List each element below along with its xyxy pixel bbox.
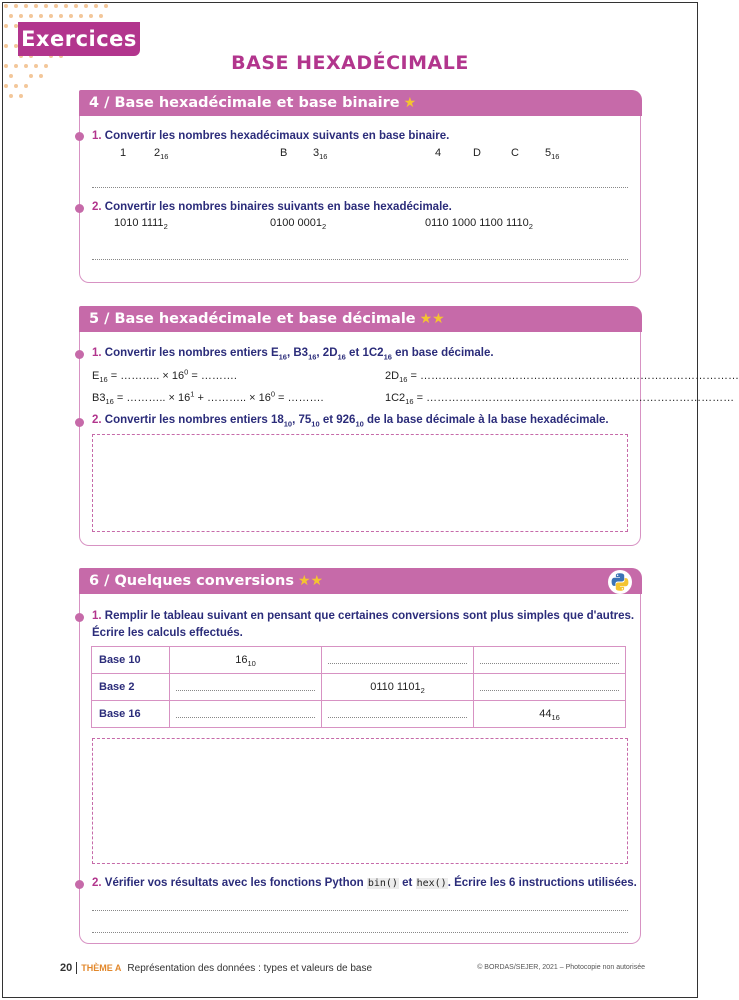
exercise-4-card — [79, 90, 641, 283]
hex-value: B — [280, 147, 288, 159]
bullet-icon — [75, 880, 84, 889]
exercise-6-header — [79, 568, 642, 594]
row-label: Base 10 — [92, 647, 170, 674]
ex6-question-2: 2. Vérifier vos résultats avec les fonctions Python bin() et hex(). Écrire les 6 instructions utilisées. — [92, 877, 637, 889]
python-logo-icon — [608, 570, 632, 594]
table-cell-blank[interactable] — [474, 674, 626, 701]
footer — [60, 962, 372, 974]
binary-value: 0100 $0001_2$ — [270, 217, 327, 232]
answer-line[interactable] — [92, 259, 628, 260]
bullet-icon — [75, 613, 84, 622]
ex5-question-1: 1. Convertir les nombres entiers $E_{16}$, $B3_{16}$, $2D_{16}$ et $1C2_{16}$ en base décimale. — [92, 347, 494, 362]
footer-subtitle: Représentation des données : types et valeurs de base — [127, 963, 373, 974]
table-cell: $16_{10}$ — [170, 647, 322, 674]
conversion-table — [91, 646, 626, 728]
table-cell-blank[interactable] — [474, 647, 626, 674]
2d16-conversion[interactable]: $2D_{16}$ = …………………………………………………………………………… — [385, 370, 739, 385]
bullet-icon — [75, 418, 84, 427]
answer-line[interactable] — [92, 932, 628, 933]
page-title: BASE HEXADÉCIMALE — [231, 52, 469, 74]
bullet-icon — [75, 350, 84, 359]
table-cell-blank[interactable] — [322, 701, 474, 728]
table-cell-blank[interactable] — [322, 647, 474, 674]
1c216-conversion[interactable]: $1C2_{16}$ = ………………………………………………………………………… — [385, 392, 735, 407]
hex-value: D — [473, 147, 481, 159]
exercise-6-card — [79, 568, 641, 944]
answer-box[interactable] — [92, 738, 628, 864]
row-label: Base 16 — [92, 701, 170, 728]
page-number: 20 — [60, 962, 73, 974]
table-cell: $44_{16}$ — [474, 701, 626, 728]
ex4-question-2: 2. Convertir les nombres binaires suivants en base hexadécimale. — [92, 201, 452, 213]
copyright: © BORDAS/SEJER, 2021 – Photocopie non autorisée — [477, 964, 645, 971]
exercise-5-header — [79, 306, 642, 332]
row-label: Base 2 — [92, 674, 170, 701]
hex-value: C — [511, 147, 519, 159]
hex-value: $5_{16}$ — [545, 147, 560, 162]
table-cell: 0110 $1101_2$ — [322, 674, 474, 701]
exercise-4-title: 4 / Base hexadécimale et base binaire — [89, 95, 400, 111]
exercise-6-title: 6 / Quelques conversions — [89, 573, 294, 589]
star-icon: ★★ — [297, 573, 324, 589]
ex6-question-1: 1. Remplir le tableau suivant en pensant que certaines conversions sont plus simples que d'autres. — [92, 610, 635, 622]
exercise-5-title: 5 / Base hexadécimale et base décimale — [89, 311, 416, 327]
exercices-tab: Exercices — [18, 22, 140, 56]
star-icon: ★★ — [419, 311, 445, 327]
answer-line[interactable] — [92, 910, 628, 911]
ex5-question-2: 2. Convertir les nombres entiers $18_{10}$, $75_{10}$ et $926_{10}$ de la base décimale à la base hexadécimale. — [92, 414, 609, 429]
binary-value: 0110 1000 1100 $1110_2$ — [425, 217, 533, 232]
table-row — [92, 647, 626, 674]
ex4-question-1: 1. Convertir les nombres hexadécimaux suivants en base binaire. — [92, 130, 450, 142]
e16-conversion[interactable]: $E_{16}$ = ……….. × $16^0$ = ………. — [92, 367, 237, 385]
theme-label: THÈME A — [81, 963, 122, 973]
exercise-4-header — [79, 90, 642, 116]
exercise-5-card — [79, 306, 739, 546]
answer-line[interactable] — [92, 187, 628, 188]
bullet-icon — [75, 132, 84, 141]
hex-value: 4 — [435, 147, 442, 159]
ex6-question-1-line2: Écrire les calculs effectués. — [92, 627, 243, 639]
table-row — [92, 701, 626, 728]
answer-box[interactable] — [92, 434, 628, 532]
table-cell-blank[interactable] — [170, 674, 322, 701]
b316-conversion[interactable]: $B3_{16}$ = ……….. × $16^1$ + ……….. × $16^0$ = ………. — [92, 389, 324, 407]
table-cell-blank[interactable] — [170, 701, 322, 728]
bullet-icon — [75, 204, 84, 213]
hex-value: 1 — [120, 147, 127, 159]
table-row — [92, 674, 626, 701]
star-icon: ★ — [403, 95, 417, 111]
hex-value: $3_{16}$ — [313, 147, 328, 162]
binary-value: 1010 $1111_2$ — [114, 217, 168, 232]
hex-value: $2_{16}$ — [154, 147, 169, 162]
